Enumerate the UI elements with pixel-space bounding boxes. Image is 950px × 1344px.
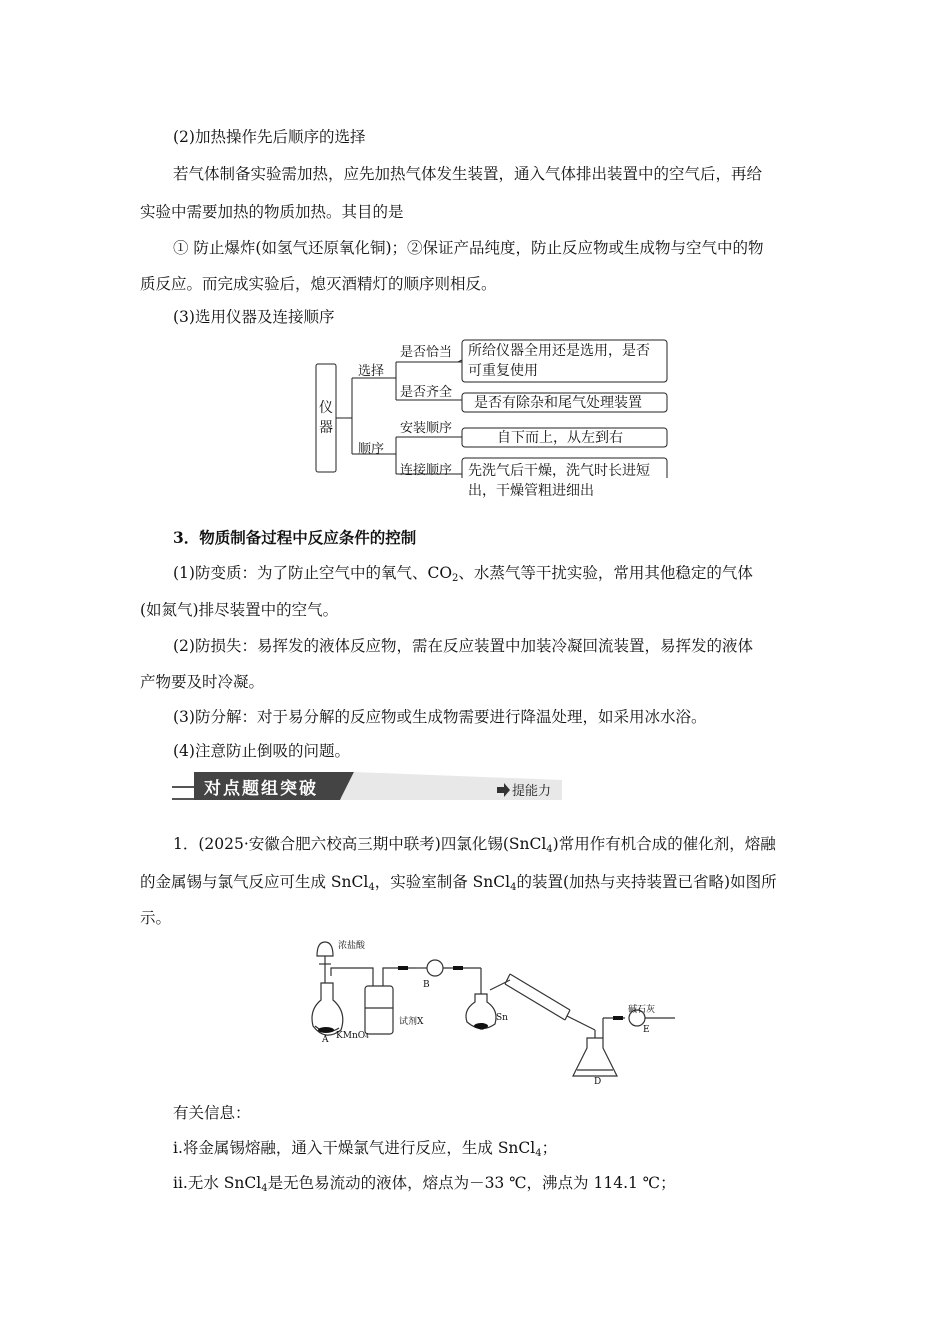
info-item-i: ⅰ.将金属锡熔融，通入干燥氯气进行反应，生成 SnCl$_4$；: [173, 1139, 558, 1159]
flow-leaf4-text: 出，干燥管粗进细出: [468, 483, 594, 499]
wash-bottle: [365, 986, 393, 1034]
flow-root-label: 仪器: [319, 400, 333, 436]
paragraph-line: (4)注意防止倒吸的问题。: [173, 742, 350, 760]
label-a: A: [322, 1035, 329, 1045]
flow-leaf1-text: 可重复使用: [468, 363, 538, 379]
label-soda-lime: 碱石灰: [628, 1005, 656, 1015]
label-sn: Sn: [496, 1013, 508, 1023]
banner-tag: 提能力: [512, 784, 552, 799]
practice-banner: [172, 772, 562, 802]
connector: [453, 966, 463, 970]
drying-tube-b: [427, 960, 443, 976]
paragraph-line: (3)防分解：对于易分解的反应物或生成物需要进行降温处理，如采用冰水浴。: [173, 708, 707, 726]
flow-leaf2-label: 是否齐全: [400, 385, 453, 400]
subheading-heating-order: (2)加热操作先后顺序的选择: [173, 128, 366, 146]
connector: [398, 966, 408, 970]
question-line: 的金属锡与氯气反应可生成 SnCl$_4$，实验室制备 SnCl$_4$的装置(加热与夹持装置已省略)如图所: [140, 873, 777, 893]
paragraph-line: (1)防变质：为了防止空气中的氧气、$CO_2$、水蒸气等干扰实验，常用其他稳定的气体: [173, 564, 753, 584]
flow-leaf3-label: 安装顺序: [400, 421, 453, 436]
paragraph-line: 质反应。而完成实验后，熄灭酒精灯的顺序则相反。: [140, 275, 497, 293]
flow-leaf4-text: 先洗气后干燥，洗气时长进短: [468, 463, 650, 479]
label-d: D: [594, 1077, 602, 1087]
banner-title: 对点题组突破: [204, 779, 318, 799]
flow-branch-select: 选择: [358, 364, 385, 379]
label-c: C: [478, 1023, 485, 1033]
kmno4-solid: [318, 1027, 334, 1033]
flow-leaf2-text: 是否有除杂和尾气处理装置: [474, 395, 642, 411]
flow-leaf1-text: 所给仪器全用还是选用，是否: [468, 343, 650, 359]
paragraph-line: 实验中需要加热的物质加热。其目的是: [140, 203, 404, 221]
paragraph-line: (如氮气)排尽装置中的空气。: [140, 601, 339, 619]
label-b: B: [423, 980, 430, 990]
paragraph-line: 产物要及时冷凝。: [140, 673, 265, 691]
paragraph-line: 若气体制备实验需加热，应先加热气体发生装置，通入气体排出装置中的空气后，再给: [173, 165, 763, 183]
condenser: [505, 974, 570, 1020]
subheading-instrument-order: (3)选用仪器及连接顺序: [173, 308, 335, 326]
label-kmno4: KMnO4: [336, 1031, 369, 1041]
flow-leaf3-text: 自下而上，从左到右: [497, 430, 623, 446]
question-line: 1．(2025·安徽合肥六校高三期中联考)四氯化锡(SnCl$_4$)常用作有机合成的催化剂，熔融: [173, 835, 776, 855]
flow-branch-order: 顺序: [358, 442, 385, 457]
flow-leaf4-label: 连接顺序: [400, 463, 453, 478]
paragraph-line: (2)防损失：易挥发的液体反应物，需在反应装置中加装冷凝回流装置，易挥发的液体: [173, 637, 753, 655]
section-heading-control: 3．物质制备过程中反应条件的控制: [173, 528, 417, 547]
info-item-ii: ⅱ.无水 SnCl$_4$是无色易流动的液体，熔点为－33 ℃，沸点为 114.1 ℃；: [173, 1174, 676, 1194]
paragraph-line: ① 防止爆炸(如氢气还原氧化铜)；②保证产品纯度，防止反应物或生成物与空气中的物: [173, 239, 764, 257]
label-e: E: [643, 1025, 650, 1035]
info-heading: 有关信息：: [173, 1104, 251, 1122]
label-reagent-x: 试剂X: [399, 1017, 424, 1027]
question-line: 示。: [140, 909, 172, 927]
flow-leaf1-label: 是否恰当: [400, 345, 453, 360]
connector: [613, 1016, 623, 1020]
label-acid: 浓盐酸: [338, 941, 366, 951]
dropping-funnel: [317, 942, 333, 956]
